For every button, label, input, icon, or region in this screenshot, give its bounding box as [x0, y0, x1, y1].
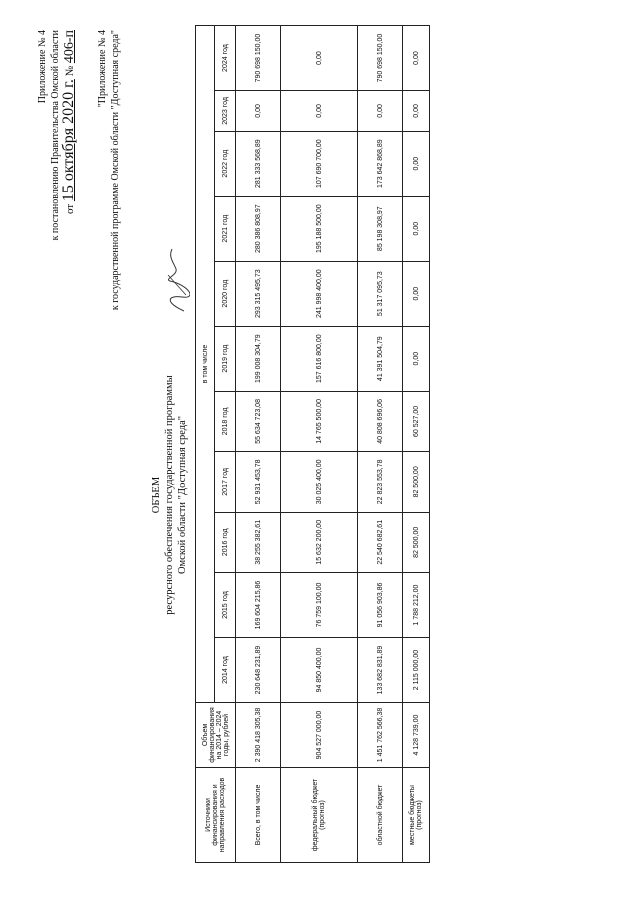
row-year-value: 790 698 150,00	[358, 26, 403, 91]
header-total: Объем финансирования на 2014 – 2024 годы, рублей	[196, 703, 236, 768]
row-year-value: 60 527,00	[403, 391, 430, 451]
row-year-value: 82 500,00	[403, 452, 430, 512]
row-year-value: 133 682 831,89	[358, 638, 403, 703]
appendix-header	[36, 30, 77, 350]
table-row	[403, 26, 430, 863]
row-year-value: 0,00	[403, 326, 430, 391]
row-year-value: 169 604 215,86	[236, 573, 281, 638]
header-year: 2020 год	[215, 261, 236, 326]
row-year-value: 0,00	[281, 26, 358, 91]
row-year-value: 241 998 400,00	[281, 261, 358, 326]
row-total: 4 128 739,00	[403, 703, 430, 768]
row-year-value: 230 648 231,89	[236, 638, 281, 703]
row-source-name: Всего, в том числе	[236, 768, 281, 863]
row-year-value: 51 317 095,73	[358, 261, 403, 326]
program-appendix-line2: к государственной программе Омской области "Доступная среда"	[110, 30, 121, 311]
header-year: 2019 год	[215, 326, 236, 391]
row-year-value: 40 808 696,06	[358, 391, 403, 451]
program-appendix-line1: "Приложение № 4	[97, 30, 108, 108]
row-year-value: 2 115 000,00	[403, 638, 430, 703]
appendix-line1: Приложение № 4	[37, 30, 48, 104]
row-source-name: федеральный бюджет (прогноз)	[281, 768, 358, 863]
row-source-name: областной бюджет	[358, 768, 403, 863]
row-year-value: 85 198 308,97	[358, 196, 403, 261]
row-year-value: 293 315 495,73	[236, 261, 281, 326]
title-line3: Омской области "Доступная среда"	[177, 415, 188, 575]
row-year-value: 157 616 800,00	[281, 326, 358, 391]
date-value: 15 октября 2020 г.	[60, 79, 77, 202]
row-year-value: 14 765 500,00	[281, 391, 358, 451]
row-total: 904 527 000,00	[281, 703, 358, 768]
funding-table	[195, 25, 430, 863]
date-prefix: от	[64, 203, 76, 215]
header-including: в том числе	[196, 26, 215, 703]
row-year-value: 0,00	[236, 91, 281, 132]
row-year-value: 22 540 682,61	[358, 512, 403, 572]
row-year-value: 30 025 400,00	[281, 452, 358, 512]
row-year-value: 0,00	[281, 91, 358, 132]
row-year-value: 52 931 453,78	[236, 452, 281, 512]
row-year-value: 281 333 568,89	[236, 131, 281, 196]
document-title	[150, 285, 189, 705]
table-header-row	[196, 26, 215, 863]
row-year-value: 195 188 500,00	[281, 196, 358, 261]
header-year: 2014 год	[215, 638, 236, 703]
row-year-value: 94 850 400,00	[281, 638, 358, 703]
row-year-value: 173 642 868,89	[358, 131, 403, 196]
row-year-value: 107 690 700,00	[281, 131, 358, 196]
row-year-value: 91 056 903,86	[358, 573, 403, 638]
signature-mark	[162, 245, 190, 315]
header-source: Источники финансирования и направления расходов	[196, 768, 236, 863]
header-year: 2017 год	[215, 452, 236, 512]
title-line2: ресурсного обеспечения государственной программы	[164, 375, 175, 615]
header-year: 2024 год	[215, 26, 236, 91]
table-row	[281, 26, 358, 863]
header-year: 2022 год	[215, 131, 236, 196]
row-year-value: 41 391 504,79	[358, 326, 403, 391]
row-year-value: 22 823 553,78	[358, 452, 403, 512]
table-row	[358, 26, 403, 863]
appendix-line2: к постановлению Правительства Омской области	[50, 30, 61, 241]
header-year: 2015 год	[215, 573, 236, 638]
row-year-value: 199 008 304,79	[236, 326, 281, 391]
header-year: 2018 год	[215, 391, 236, 451]
document-number: 406-п	[62, 30, 77, 64]
header-year: 2023 год	[215, 91, 236, 132]
row-total: 2 390 418 305,38	[236, 703, 281, 768]
row-year-value: 0,00	[403, 131, 430, 196]
title-line1: ОБЪЕМ	[151, 476, 162, 514]
row-year-value: 82 500,00	[403, 512, 430, 572]
row-year-value: 76 759 100,00	[281, 573, 358, 638]
row-year-value: 0,00	[403, 26, 430, 91]
row-year-value: 0,00	[403, 91, 430, 132]
program-appendix-header	[96, 30, 122, 350]
row-year-value: 1 788 212,00	[403, 573, 430, 638]
row-year-value: 790 698 150,00	[236, 26, 281, 91]
number-label: №	[64, 65, 76, 77]
row-year-value: 55 634 723,08	[236, 391, 281, 451]
row-year-value: 0,00	[403, 261, 430, 326]
row-year-value: 15 632 200,00	[281, 512, 358, 572]
header-year: 2021 год	[215, 196, 236, 261]
row-source-name: местные бюджеты (прогноз)	[403, 768, 430, 863]
header-year: 2016 год	[215, 512, 236, 572]
row-year-value: 38 255 382,61	[236, 512, 281, 572]
row-total: 1 451 762 566,38	[358, 703, 403, 768]
appendix-date-line	[62, 30, 77, 350]
row-year-value: 280 386 808,97	[236, 196, 281, 261]
row-year-value: 0,00	[403, 196, 430, 261]
row-year-value: 0,00	[358, 91, 403, 132]
table-row	[236, 26, 281, 863]
